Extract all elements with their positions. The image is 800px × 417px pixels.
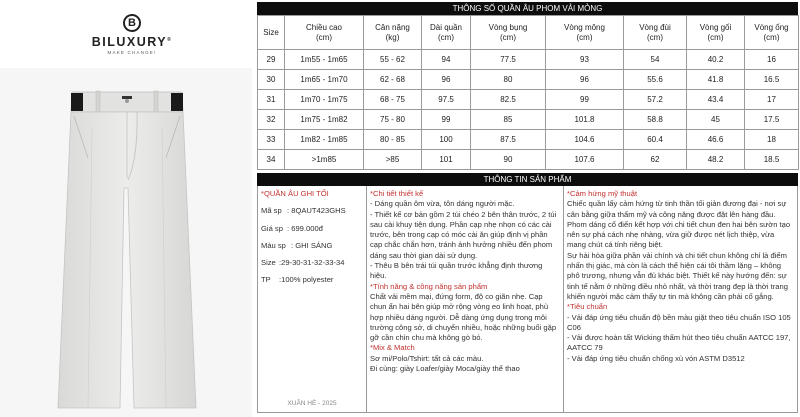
spec-cell: 107.6 [546, 150, 624, 170]
spec-cell: 16 [745, 50, 799, 70]
spec-cell: 1m70 - 1m75 [285, 90, 364, 110]
spec-cell: 99 [546, 90, 624, 110]
spec-cell: 80 [471, 70, 546, 90]
info-panel [257, 2, 798, 413]
spec-header-cell: Vòng gối (cm) [687, 16, 745, 50]
spec-cell: 45 [687, 110, 745, 130]
spec-cell: 94 [422, 50, 471, 70]
registered-mark: ® [167, 36, 173, 43]
mix-match-line-2: Đi cùng: giày Loafer/giày Moca/giày thể thao [370, 364, 520, 374]
spec-cell: 1m65 - 1m70 [285, 70, 364, 90]
table-row [258, 70, 799, 90]
spec-cell: 60.4 [624, 130, 687, 150]
spec-cell: 18 [745, 130, 799, 150]
spec-cell: 90 [471, 150, 546, 170]
product-info-title: THÔNG TIN SẢN PHẨM [257, 173, 798, 186]
spec-cell: 40.2 [687, 50, 745, 70]
inspiration-text-1: Chiếc quần lấy cảm hứng từ tinh thần tối giản đương đại - nơi sự cân bằng giữa thẩm mỹ và công năng được đặt lên hàng đầu. Phom dáng cổ điển kết hợp với chi tiết chun đen hai bên sườn tạo nên sự phá cách nhẹ nhàng, vừa giữ được nét lịch thiệp, vừa mang chút cá tính riêng biệt. [567, 199, 791, 250]
spec-cell: 97.5 [422, 90, 471, 110]
spec-cell: 58.8 [624, 110, 687, 130]
spec-cell: 16.5 [745, 70, 799, 90]
spec-cell: 1m82 - 1m85 [285, 130, 364, 150]
design-details [367, 186, 564, 412]
spec-cell: 46.6 [687, 130, 745, 150]
spec-cell: 43.4 [687, 90, 745, 110]
spec-header-cell: Vòng ống (cm) [745, 16, 799, 50]
spec-cell: 41.8 [687, 70, 745, 90]
product-price: : 699.000đ [287, 223, 323, 233]
spec-header-cell: Cân nặng (kg) [364, 16, 422, 50]
standard-2: - Vải được hoàn tất Wicking thấm hút theo tiêu chuẩn AATCC 197, AATCC 79 [567, 333, 791, 353]
product-photo [0, 68, 252, 417]
spec-cell: 17.5 [745, 110, 799, 130]
spec-cell: 77.5 [471, 50, 546, 70]
spec-header-cell: Vòng mông (cm) [546, 16, 624, 50]
spec-header-cell: Vòng đùi (cm) [624, 16, 687, 50]
spec-cell: 104.6 [546, 130, 624, 150]
spec-header-cell: Chiều cao (cm) [285, 16, 364, 50]
price-label: Giá sp [261, 223, 283, 233]
product-basic-info [258, 186, 367, 412]
brand-tagline: MAKE CHANGE! [107, 50, 157, 55]
spec-cell: 30 [258, 70, 285, 90]
table-row [258, 150, 799, 170]
spec-cell: 100 [422, 130, 471, 150]
spec-cell: 80 - 85 [364, 130, 422, 150]
spec-table-title: THÔNG SỐ QUẦN ÂU PHOM VẢI MỎNG [257, 2, 798, 15]
size-spec-table [257, 15, 799, 170]
spec-cell: 82.5 [471, 90, 546, 110]
design-detail-1: - Dáng quần ôm vừa, tôn dáng người mặc. [370, 199, 515, 209]
table-row [258, 110, 799, 130]
spec-cell: 75 - 80 [364, 110, 422, 130]
size-label: Size [261, 258, 276, 268]
spec-cell: 99 [422, 110, 471, 130]
spec-cell: 101 [422, 150, 471, 170]
spec-cell: 55 - 62 [364, 50, 422, 70]
spec-cell: >1m85 [285, 150, 364, 170]
spec-cell: 62 [624, 150, 687, 170]
spec-cell: 54 [624, 50, 687, 70]
brand-name: BILUXURY [91, 35, 168, 49]
spec-cell: 1m75 - 1m82 [285, 110, 364, 130]
spec-cell: 96 [546, 70, 624, 90]
inspiration-text-2: Sự hài hòa giữa phần vải chính và chi tiết chun không chỉ là điểm nhấn thị giác, mà còn là cách thể hiện cái tôi thầm lặng – không phô trương, nhưng vẫn đủ khác biệt. Thiết kế này hướng đến: sự tinh tế nằm ở những điều nhỏ nhất, và thời trang đẹp là thời trang khiến người mặc cảm thấy tự tin mà không cần phải cố gắng. [567, 250, 788, 301]
features-text: Chất vải mềm mại, đứng form, độ co giãn nhẹ. Cạp chun ẩn hai bên giúp mở rộng vòng eo linh hoạt, phù hợp nhiều dáng người. Dễ dàng ứng dụng trong môi trường công sở, di chuyển nhiều, hoặc những buổi gặp gỡ cần chỉn chu mà không gò bó. [370, 291, 557, 343]
spec-cell: 68 - 75 [364, 90, 422, 110]
product-info-box [257, 186, 798, 413]
spec-header-cell: Size [258, 16, 285, 50]
material-label: TP [261, 275, 271, 285]
spec-header-cell: Dài quần (cm) [422, 16, 471, 50]
spec-cell: 29 [258, 50, 285, 70]
product-code: : 8QAUT423GHS [287, 206, 346, 216]
mix-match-line-1: Sơ mi/Polo/Tshirt: tất cả các màu. [370, 353, 484, 363]
spec-cell: 34 [258, 150, 285, 170]
product-color: : GHI SÁNG [291, 240, 333, 250]
spec-cell: 87.5 [471, 130, 546, 150]
spec-cell: 101.8 [546, 110, 624, 130]
product-visual-panel [0, 0, 252, 417]
spec-cell: 55.6 [624, 70, 687, 90]
spec-cell: 93 [546, 50, 624, 70]
spec-cell: 18.5 [745, 150, 799, 170]
mix-match-title: *Mix & Match [370, 343, 415, 353]
spec-cell: 32 [258, 110, 285, 130]
inspiration-standards [564, 186, 797, 412]
spec-cell: 48.2 [687, 150, 745, 170]
trousers-illustration [0, 68, 252, 417]
table-row [258, 50, 799, 70]
design-details-title: *Chi tiết thiết kế [370, 189, 424, 198]
spec-cell: 1m55 - 1m65 [285, 50, 364, 70]
season-label: XUÂN HÈ - 2025 [287, 399, 337, 407]
spec-cell: 62 - 68 [364, 70, 422, 90]
standard-1: - Vải đáp ứng tiêu chuẩn độ bền màu giặt theo tiêu chuẩn ISO 105 C06 [567, 312, 791, 332]
spec-cell: 57.2 [624, 90, 687, 110]
spec-table-body [258, 50, 799, 170]
standard-3: - Vải đáp ứng tiêu chuẩn chống xù vón ASTM D3512 [567, 353, 745, 363]
design-detail-2: - Thiết kế cơ bản gồm 2 túi chéo 2 bên thân trước, 2 túi sau cài khuy tiện dụng. Phần cạp nhẹ nhọn có các cài trước, bên trong cạp có móc cài ăn giúp định vị phần cạp chắc chắn hơn, tránh ảnh hưởng nhiều đến phom dáng sau thời gian dài sử dụng. [370, 209, 557, 260]
spec-header-row [258, 16, 799, 50]
spec-cell: 31 [258, 90, 285, 110]
product-name: *QUẦN ÂU GHI TỐI [261, 189, 329, 198]
code-label: Mã sp [261, 206, 282, 216]
standards-title: *Tiêu chuẩn [567, 302, 608, 312]
design-detail-3: - Thêu B bên trái túi quần trước khẳng định thương hiệu. [370, 261, 543, 281]
spec-cell: >85 [364, 150, 422, 170]
product-sizes: :29-30-31-32-33-34 [279, 258, 345, 268]
color-label: Màu sp [261, 240, 286, 250]
spec-cell: 85 [471, 110, 546, 130]
table-row [258, 130, 799, 150]
spec-cell: 17 [745, 90, 799, 110]
spec-cell: 96 [422, 70, 471, 90]
spec-header-cell: Vòng bụng (cm) [471, 16, 546, 50]
inspiration-title: *Cảm hứng mỹ thuật [567, 189, 638, 198]
table-row [258, 90, 799, 110]
brand-logo [72, 14, 192, 60]
features-title: *Tính năng & công năng sản phẩm [370, 281, 488, 291]
brand-logo-mark: B [123, 14, 141, 32]
spec-cell: 33 [258, 130, 285, 150]
product-material: :100% polyester [279, 275, 334, 285]
